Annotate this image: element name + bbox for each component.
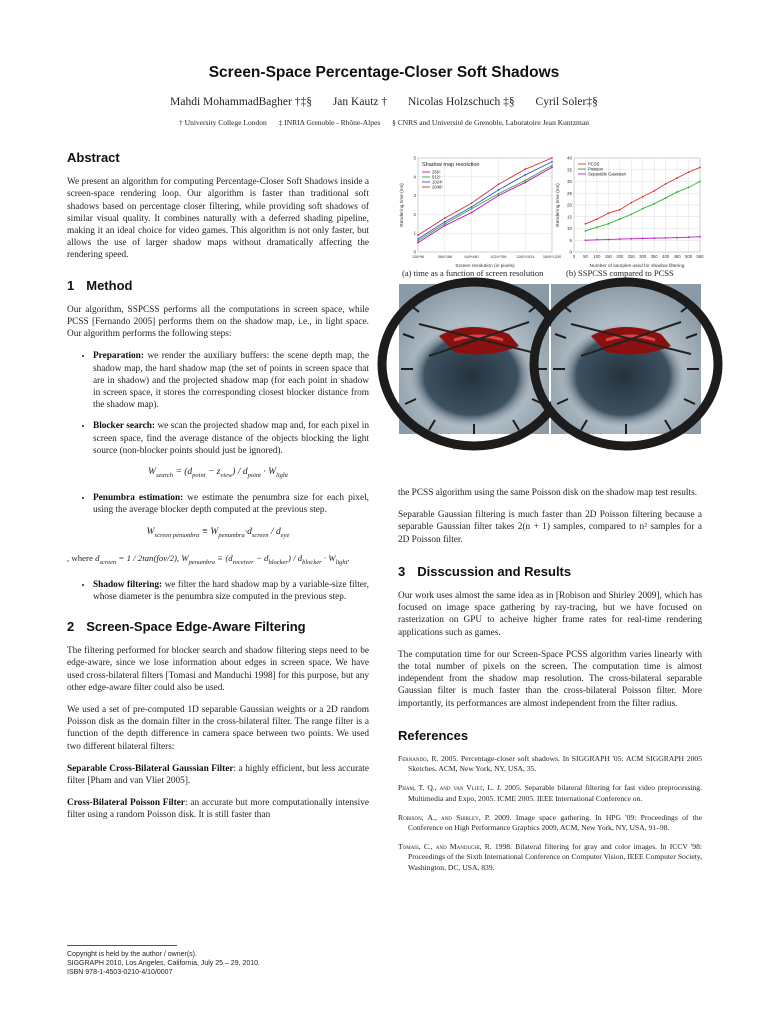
data-point	[417, 238, 419, 240]
right-column	[398, 487, 702, 882]
data-point	[444, 221, 446, 223]
tick-label: 400	[662, 254, 670, 259]
x-axis-label: Number of samples used for shadow filtering	[589, 264, 685, 269]
section-heading	[67, 621, 369, 633]
data-point	[607, 239, 609, 241]
legend-entry: Poisson	[588, 166, 603, 172]
tick-label: 15	[566, 214, 572, 220]
author: Cyril Soler‡§	[535, 96, 598, 108]
ref-details: 2005. Separable bilateral filtering for fast video preprocessing. Multimedia and Expo, 2005. ICME 2005. IEEE International Conference on.	[408, 783, 702, 803]
data-point	[551, 165, 553, 167]
tick-label: 5	[569, 237, 572, 243]
filter-text: : an accurate but more computationally intensive filter using a random Poisson disk. It is still faster than	[67, 798, 369, 821]
section-heading	[398, 563, 702, 579]
paragraph: Separable Gaussian filtering is much faster than 2D Poisson filtering because a separable Gaussian filter takes 2(n + 1) samples, compared to n² samples for a 2D Poisson filter.	[398, 510, 702, 545]
footer-rule	[67, 945, 177, 946]
tick-label: 1024*768	[490, 255, 507, 259]
data-point	[676, 237, 678, 239]
footer-line: Copyright is held by the author / owner(s).	[67, 951, 197, 958]
reference-item	[398, 813, 702, 833]
data-point	[676, 177, 678, 179]
ref-authors: Tomasi, C., and Manduchi, R.	[398, 842, 492, 852]
equation-penumbra: $W_{screen penumbra} \equiv W_{penumbra}\cdot d_{screen} / d_{eye}$	[146, 526, 290, 539]
tick-label: 50	[583, 254, 588, 259]
data-point	[551, 167, 553, 169]
legend-entry: PCSS	[588, 161, 600, 167]
equation-search: $W_{search} = (d_{point} - z_{view}) / d_{point} \cdot W_{light}$	[148, 467, 288, 479]
author: Nicolas Holzschuch ‡§	[408, 96, 515, 108]
author: Jan Kautz †	[332, 96, 388, 108]
step-label: Shadow filtering:	[93, 579, 163, 590]
tick-label: 40	[566, 155, 572, 161]
data-point	[585, 223, 587, 225]
tick-label: 2	[413, 211, 416, 217]
data-point	[653, 237, 655, 239]
legend-entry: 1024²	[432, 179, 443, 185]
y-axis-label: Rendering time (ms)	[400, 183, 405, 227]
chart-title: Shadow map resolution	[422, 162, 480, 168]
section-title: Screen-Space Edge-Aware Filtering	[86, 619, 306, 635]
chart-samples	[554, 152, 706, 270]
data-point	[417, 242, 419, 244]
filter-label: Separable Cross-Bilateral Gaussian Filter	[67, 763, 234, 774]
section-title: Method	[86, 277, 133, 293]
data-point	[665, 237, 667, 239]
data-point	[642, 237, 644, 239]
paragraph: The computation time for our Screen-Space PCSS algorithm varies linearly with the total number of pixels on the screen. The computation time is almost independent from the shadow map resolution. The cross-bilateral separable Gaussian filter is much faster than the cross-bilateral Poisson filter. More importantly, its performances are almost independent from the filter radius.	[398, 649, 702, 709]
data-point	[585, 230, 587, 232]
data-point	[607, 223, 609, 225]
method-intro: Our algorithm, SSPCSS performs all the computations in screen space, while PCSS [Fernando 2005] performs them on the shadow map, i.e., in light space. Our algorithm performs the following steps:	[67, 304, 369, 340]
tick-label: 10	[566, 226, 572, 231]
method-steps	[67, 350, 369, 457]
list-item	[93, 350, 369, 411]
data-point	[665, 183, 667, 185]
tick-label: 5	[413, 155, 416, 161]
data-point	[699, 181, 701, 183]
data-point	[653, 190, 655, 192]
tick-label: 4	[413, 174, 416, 180]
footer-line: ISBN 978-1-4503-0210-4/10/0007	[67, 969, 173, 976]
render-image-pcss	[551, 284, 701, 434]
affiliation: † University College London	[179, 118, 267, 127]
step-text: we render the auxiliary buffers: the scene depth map, the shadow map, the hard shadow map (the set of points in screen space that are in shadow) and the projected shadow map (for each point in shadow in screen space, it stores the corresponding closest blocker distance from the shadow map).	[93, 351, 369, 411]
tick-label: 25	[566, 190, 572, 196]
data-point	[596, 218, 598, 220]
step-text: we estimate the penumbra size for each pixel, using the average blocker depth computed at the previous step.	[93, 493, 369, 516]
data-point	[471, 202, 473, 204]
data-point	[498, 195, 500, 197]
render-image-sspcss	[399, 284, 549, 434]
figure-caption-d: (d) PCSS	[606, 440, 638, 450]
figure-caption-b: (b) SSPCSS compared to PCSS	[566, 268, 674, 278]
abstract-text: We present an algorithm for computing Percentage-Closer Soft Shadows inside a screen-space rendering loop. Our algorithm is faster than traditional soft shadows based on percentage closer filtering, while providing soft shadows of similar visual quality. It combines naturally with a deferred shading pipeline, making it an ideal choice for video games. This algorithm is not only faster, but allows the use of larger shadow maps without dramatically affecting the rendering speed.	[67, 177, 369, 261]
tick-label: 0	[572, 254, 576, 259]
step-label: Penumbra estimation:	[93, 493, 184, 504]
ref-authors: Robison, A., and Shirley, P.	[398, 812, 491, 822]
data-point	[688, 171, 690, 173]
affiliation: § CNRS and Université de Grenoble, Laboratoire Jean Kuntzman	[392, 118, 589, 127]
data-point	[607, 212, 609, 214]
filter-text: : a highly efficient, but less accurate filter [Pham and van Vliet 2005].	[67, 763, 370, 787]
data-point	[585, 239, 587, 241]
author: Mahdi MohammadBagher †‡§	[170, 96, 312, 108]
section-heading	[67, 277, 369, 293]
data-point	[471, 208, 473, 210]
tick-label: 550	[696, 254, 704, 259]
tick-label: 384*288	[437, 255, 452, 259]
copyright-footer	[67, 945, 260, 977]
filter-label: Cross-Bilateral Poisson Filter	[67, 798, 185, 809]
data-point	[444, 223, 446, 225]
tick-label: 100	[593, 254, 601, 259]
figure-caption-a: (a) time as a function of screen resolution	[402, 268, 544, 278]
data-point	[688, 236, 690, 238]
ref-authors: Pham, T. Q., and van Vliet, L. J.	[398, 783, 502, 793]
tick-label: 1	[413, 230, 416, 236]
data-point	[630, 214, 632, 216]
data-point	[524, 182, 526, 184]
step-text: we scan the projected shadow map and, for each pixel in screen space, find the average distance of the objects blocking the light source (non-blocker points should just be ignored).	[93, 421, 369, 456]
tick-label: 300	[639, 254, 647, 259]
render-pcss	[551, 284, 701, 434]
data-point	[653, 203, 655, 205]
data-point	[596, 239, 598, 241]
data-point	[596, 226, 598, 228]
affiliation-list	[0, 118, 768, 127]
footer-line: SIGGRAPH 2010, Los Angeles, California, July 25 – 29, 2010.	[67, 960, 261, 967]
legend-entry: Separable Gaussian	[588, 171, 626, 177]
where-label: , where	[67, 552, 93, 563]
data-point	[417, 234, 419, 236]
tick-label: 20	[566, 202, 572, 208]
equation-where: , where $d_{screen} = 1 / 2\tan(fov/2)$, $W_{penumbra} \equiv (d_{receiver} - d_{blocker}) / d_{blocker} \cdot W_{light}$.	[67, 552, 350, 566]
ref-details: 2009. Image space gathering. In HPG '09: Proceedings of the Conference on High Performance Graphics 2009, ACM, New York, NY, USA, 91–98.	[408, 812, 702, 833]
data-point	[665, 197, 667, 199]
paragraph: the PCSS algorithm using the same Poisson disk on the shadow map test results.	[398, 488, 698, 498]
reference-item	[398, 754, 702, 774]
ref-details: 2005. Percentage-closer soft shadows. In SIGGRAPH '05: ACM SIGGRAPH 2005 Sketches, ACM, New York, NY, USA, 35.	[408, 754, 702, 774]
data-point	[619, 209, 621, 211]
ref-authors: Fernando, R.	[398, 754, 439, 764]
data-point	[630, 202, 632, 204]
step-label: Blocker search:	[93, 421, 155, 432]
tick-label: 150	[604, 254, 612, 259]
data-point	[699, 236, 701, 238]
tick-label: 350	[650, 254, 658, 259]
paragraph	[67, 763, 369, 787]
data-point	[551, 157, 553, 159]
data-point	[619, 238, 621, 240]
method-steps	[67, 492, 369, 516]
list-item	[93, 420, 369, 457]
section-title: Disscussion and Results	[417, 563, 572, 579]
data-point	[524, 168, 526, 170]
reference-item	[398, 783, 702, 803]
data-point	[498, 189, 500, 191]
tick-label: 640*480	[464, 255, 479, 259]
data-point	[676, 191, 678, 193]
tick-label: 0	[413, 249, 416, 255]
data-point	[498, 183, 500, 185]
step-label: Preparation:	[93, 351, 144, 362]
affiliation: ‡ INRIA Grenoble - Rhône-Alpes	[278, 118, 381, 127]
reference-item	[398, 842, 702, 873]
legend-entry: 256²	[432, 169, 441, 175]
abstract-heading: Abstract	[67, 150, 120, 165]
section-number: 1	[67, 277, 75, 293]
tick-label: 30	[566, 179, 572, 184]
tick-label: 250	[627, 254, 635, 259]
tick-label: 200	[616, 254, 624, 259]
data-point	[642, 208, 644, 210]
data-point	[524, 180, 526, 182]
tick-label: 500	[685, 254, 693, 259]
tick-label: 1280*1024	[516, 255, 535, 259]
reference-list	[398, 754, 702, 873]
x-axis-label: Screen resolution (in pixels)	[455, 264, 515, 269]
data-point	[471, 212, 473, 214]
tick-label: 1600*1200	[542, 255, 562, 259]
ref-details: 1998. Bilateral filtering for gray and color images. In ICCV '98: Proceedings of the Sixth International Conference on Computer Vision, IEEE Computer Society, Washington, DC, USA, 839.	[408, 842, 702, 872]
data-point	[688, 186, 690, 188]
paragraph	[67, 797, 369, 821]
list-item	[93, 492, 369, 516]
left-column	[67, 152, 369, 832]
tick-label: 35	[566, 167, 572, 173]
paragraph: The filtering performed for blocker search and shadow filtering steps need to be edge-aware, since we lose information about edges in screen space. We have used cross-bilateral filters [Tomasi and Manduchi 1998] for this purpose, but any other edge-aware filter could also be used.	[67, 646, 369, 693]
paragraph: We used a set of pre-computed 1D separable Gaussian weights or a 2D random Poisson disk as the domain filter in the cross-bilateral filter. The range filter is a function of the depth difference in camera space between two points. We used two different bilateral filters:	[67, 705, 369, 752]
chart-resolution	[398, 152, 562, 270]
data-point	[524, 174, 526, 176]
render-sspcss	[399, 284, 549, 434]
data-point	[699, 167, 701, 169]
paper-title: Screen-Space Percentage-Closer Soft Shadows	[208, 64, 560, 81]
method-steps	[67, 579, 369, 603]
data-point	[642, 196, 644, 198]
data-point	[551, 161, 553, 163]
tick-label: 450	[673, 254, 681, 259]
data-point	[471, 206, 473, 208]
section-number: 3	[398, 563, 406, 579]
step-text: we filter the hard shadow map by a variable-size filter, whose diameter is the penumbra size computed in the previous step.	[93, 579, 369, 602]
list-item	[93, 579, 369, 603]
y-axis-label: Rendering time (ms)	[556, 183, 561, 227]
tick-label: 0	[569, 249, 572, 255]
section-number: 2	[67, 619, 75, 635]
paragraph: Our work uses almost the same idea as in [Robison and Shirley 2009], which has focused on image space gathering by ray-tracing, but we have focused on rasterization on GPU to acheive higher frame rates for real-time rendering applications such as games.	[398, 591, 702, 638]
data-point	[417, 240, 419, 242]
author-list	[0, 96, 768, 108]
references-heading: References	[398, 727, 469, 743]
figure-caption-c: (c) SSPCSS	[452, 440, 493, 450]
data-point	[498, 193, 500, 195]
tick-label: 128*96	[411, 255, 425, 259]
legend-entry: 512²	[432, 174, 441, 180]
legend-entry: 2048²	[432, 184, 443, 190]
tick-label: 3	[413, 193, 416, 199]
data-point	[619, 218, 621, 220]
data-point	[444, 217, 446, 219]
data-point	[444, 225, 446, 227]
data-point	[630, 238, 632, 240]
